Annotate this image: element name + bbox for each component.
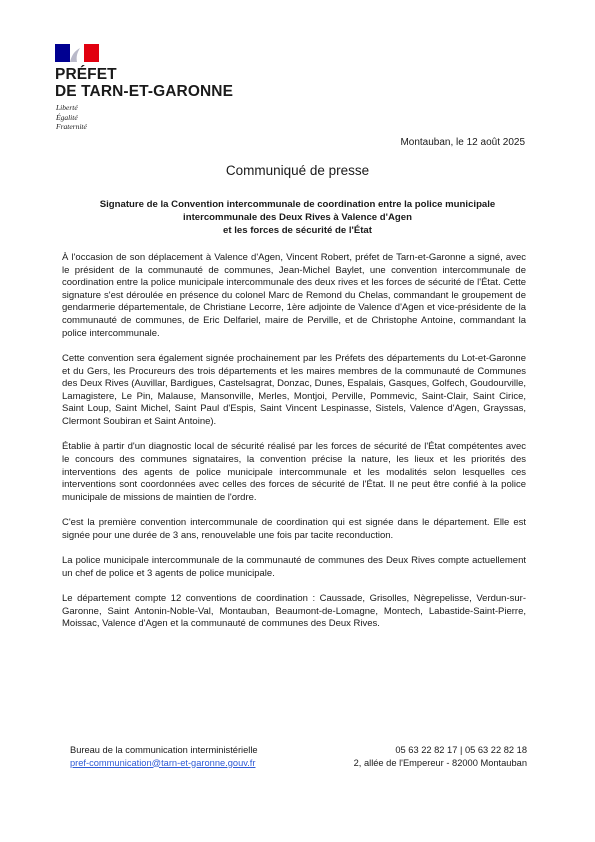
subject-line-2: intercommunale des Deux Rives à Valence d'Agen: [183, 211, 412, 223]
republic-motto: [56, 103, 87, 132]
office-name: Bureau de la communication interministérielle: [70, 745, 258, 755]
postal-address: 2, allée de l'Empereur - 82000 Montauban: [353, 757, 527, 768]
paragraph-6: Le département compte 12 conventions de coordination : Caussade, Grisolles, Nègrepelisse, Verdun-sur-Garonne, Saint Antonin-Noble-Val, Montauban, Beaumont-de-Lomagne, Montech, Labastide-Saint-Pierre, Moissac, Valence d'Agen et la communauté de communes des Deux Rives.: [62, 593, 526, 630]
phone-numbers: 05 63 22 82 17 | 05 63 22 82 18: [395, 745, 527, 755]
prefecture-name: [55, 66, 233, 100]
dateline: Montauban, le 12 août 2025: [400, 137, 525, 148]
paragraph-2: Cette convention sera également signée prochainement par les Préfets des départements du Lot-et-Garonne et du Gers, les Procureurs des trois départements et les maires membres de la communauté de Communes des Deux Rives (Auvillar, Bardigues, Castelsagrat, Donzac, Dunes, Espalais, Gasques, Golfech, Goudourville, Lamagistere, Le Pin, Malause, Mansonville, Merles, Montjoi, Perville, Pommevic, Saint-Clair, Saint Cirice, Saint Loup, Saint Michel, Saint Paul d'Espis, Saint Vincent Lespinasse, Sistels, Valence d'Agen, Grayssas, Clermont Soubiran et Saint Antoine).: [62, 352, 526, 427]
motto-egalite: Égalité: [56, 112, 78, 122]
marianne-flag-icon: [55, 44, 99, 62]
subject-line-3: et les forces de sécurité de l'État: [223, 224, 372, 236]
org-line-1: PRÉFET: [55, 66, 117, 83]
motto-liberte: Liberté: [56, 103, 78, 112]
press-release-subject: [60, 199, 535, 237]
subject-line-1: Signature de la Convention intercommunale de coordination entre la police municipale: [99, 199, 496, 210]
motto-fraternite: Fraternité: [56, 122, 87, 131]
footer-address: [354, 744, 527, 769]
footer-contact: [70, 744, 258, 769]
org-line-2: DE TARN-ET-GARONNE: [55, 83, 234, 100]
press-release-body: [62, 252, 526, 644]
document-type: Communiqué de presse: [225, 163, 370, 178]
paragraph-5: La police municipale intercommunale de la communauté de communes des Deux Rives compte actuellement un chef de police et 3 agents de police municipale.: [62, 555, 526, 579]
republic-logo: [55, 44, 99, 62]
paragraph-1: À l'occasion de son déplacement à Valence d'Agen, Vincent Robert, préfet de Tarn-et-Garonne a signé, avec le président de la communauté de communes, Jean-Michel Baylet, une convention intercommunale de coordination entre la police municipale intercommunale des deux rives et les forces de sécurité de l'État. Cette signature s'est déroulée en présence du colonel Marc de Remond du Chelas, commandant le groupement de gendarmerie départementale, de Christiane Lecorre, 1ère adjointe de Valence d'Agen et vice-présidente de la communauté de communes, de Eric Delfariel, maire de Perville, et de Christophe Antoine, commandant la police intercommunale.: [62, 252, 526, 339]
email-link[interactable]: pref-communication@tarn-et-garonne.gouv.fr: [70, 757, 256, 768]
paragraph-4: C'est la première convention intercommunale de coordination qui est signée dans le département. Elle est signée pour une durée de 3 ans, renouvelable une fois par tacite reconduction.: [62, 517, 526, 541]
paragraph-3: Établie à partir d'un diagnostic local de sécurité réalisé par les forces de sécurité de l'État compétentes avec le concours des communes signataires, la convention précise la nature, les lieux et les priorités des interventions des agents de police municipale intercommunale et les modalités selon lesquelles ces interventions sont coordonnées avec celles des forces de sécurité de l'État. Il ne peut être confié à la police municipale de missions de maintien de l'ordre.: [62, 441, 526, 503]
